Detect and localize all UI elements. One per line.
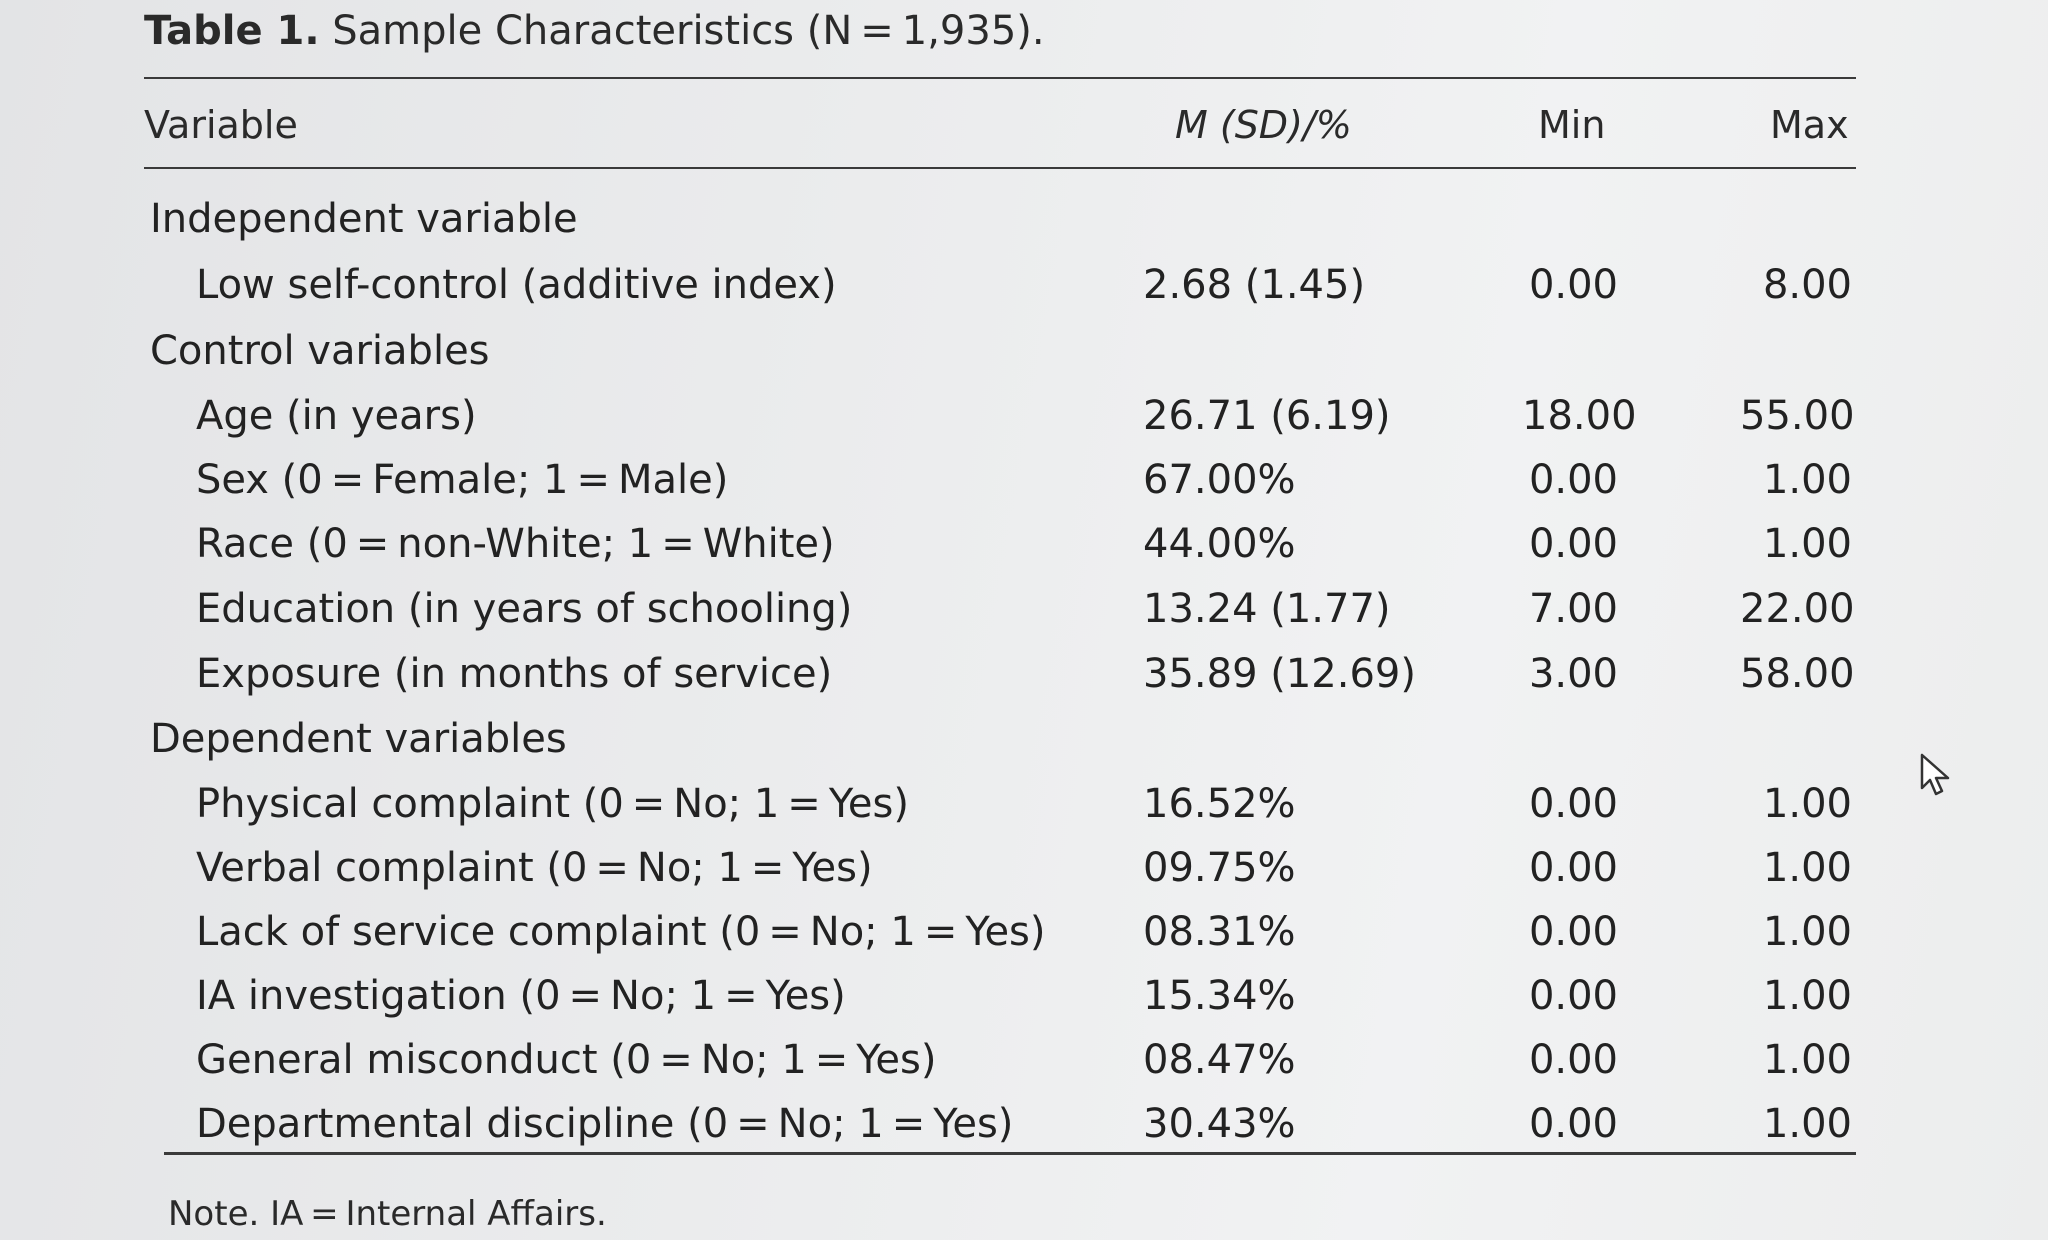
variable-name-cell: General misconduct (0 = No; 1 = Yes) (196, 1037, 937, 1083)
table-caption (144, 8, 1045, 54)
table-header-rule (144, 167, 1856, 169)
arrow-cursor-icon (1918, 752, 1958, 798)
table-row (0, 973, 2048, 1033)
min-cell: 0.00 (1528, 1037, 1618, 1083)
table-caption-label: Table 1. (144, 8, 320, 54)
msd-cell: 67.00% (1143, 457, 1296, 503)
min-cell: 7.00 (1528, 586, 1618, 632)
min-cell: 0.00 (1528, 457, 1618, 503)
variable-name-cell: Education (in years of schooling) (196, 586, 853, 632)
variable-name-cell: Age (in years) (196, 393, 477, 439)
max-cell: 1.00 (1762, 521, 1852, 567)
max-cell: 1.00 (1762, 845, 1852, 891)
min-cell: 0.00 (1528, 973, 1618, 1019)
table-caption-text: Sample Characteristics (N = 1,935). (332, 8, 1045, 54)
table-row (0, 393, 2048, 453)
table-row (0, 909, 2048, 969)
msd-cell: 15.34% (1143, 973, 1296, 1019)
table-row (0, 1037, 2048, 1097)
section-heading: Control variables (150, 328, 490, 374)
variable-name-cell: Sex (0 = Female; 1 = Male) (196, 457, 729, 503)
min-cell: 0.00 (1528, 781, 1618, 827)
min-cell: 0.00 (1528, 909, 1618, 955)
table-row (0, 457, 2048, 517)
table-row (0, 586, 2048, 646)
msd-cell: 08.47% (1143, 1037, 1296, 1083)
min-cell: 0.00 (1528, 521, 1618, 567)
variable-name-cell: Lack of service complaint (0 = No; 1 = Yes) (196, 909, 1046, 955)
msd-cell: 09.75% (1143, 845, 1296, 891)
variable-name-cell: Physical complaint (0 = No; 1 = Yes) (196, 781, 909, 827)
variable-name-cell: Verbal complaint (0 = No; 1 = Yes) (196, 845, 873, 891)
max-cell: 55.00 (1740, 393, 1855, 439)
min-cell: 0.00 (1528, 262, 1618, 308)
variable-name-cell: Exposure (in months of service) (196, 651, 833, 697)
column-header-variable: Variable (144, 103, 298, 147)
max-cell: 1.00 (1762, 909, 1852, 955)
max-cell: 22.00 (1740, 586, 1855, 632)
section-heading: Independent variable (150, 196, 578, 242)
table-row (0, 521, 2048, 581)
msd-cell: 08.31% (1143, 909, 1296, 955)
table-row (0, 262, 2048, 322)
section-row (0, 328, 2048, 388)
table-row (0, 651, 2048, 711)
section-row (0, 196, 2048, 256)
column-header-msd: M (SD)/% (1175, 103, 1352, 147)
section-row (0, 716, 2048, 776)
variable-name-cell: Low self-control (additive index) (196, 262, 837, 308)
table-bottom-rule (164, 1152, 1856, 1155)
msd-cell: 13.24 (1.77) (1143, 586, 1391, 632)
max-cell: 1.00 (1762, 1101, 1852, 1147)
msd-cell: 2.68 (1.45) (1143, 262, 1366, 308)
min-cell: 3.00 (1528, 651, 1618, 697)
section-heading: Dependent variables (150, 716, 567, 762)
max-cell: 58.00 (1740, 651, 1855, 697)
column-header-min: Min (1538, 103, 1606, 147)
msd-cell: 30.43% (1143, 1101, 1296, 1147)
msd-cell: 16.52% (1143, 781, 1296, 827)
max-cell: 8.00 (1762, 262, 1852, 308)
variable-name-cell: Departmental discipline (0 = No; 1 = Yes) (196, 1101, 1014, 1147)
max-cell: 1.00 (1762, 457, 1852, 503)
min-cell: 18.00 (1522, 393, 1637, 439)
msd-cell: 26.71 (6.19) (1143, 393, 1391, 439)
max-cell: 1.00 (1762, 781, 1852, 827)
column-header-max: Max (1770, 103, 1849, 147)
table-row (0, 781, 2048, 841)
max-cell: 1.00 (1762, 973, 1852, 1019)
msd-cell: 44.00% (1143, 521, 1296, 567)
min-cell: 0.00 (1528, 845, 1618, 891)
table-note: Note. IA = Internal Affairs. (168, 1194, 607, 1234)
table-top-rule (144, 77, 1856, 79)
variable-name-cell: Race (0 = non-White; 1 = White) (196, 521, 835, 567)
min-cell: 0.00 (1528, 1101, 1618, 1147)
table-row (0, 845, 2048, 905)
variable-name-cell: IA investigation (0 = No; 1 = Yes) (196, 973, 846, 1019)
msd-cell: 35.89 (12.69) (1143, 651, 1416, 697)
max-cell: 1.00 (1762, 1037, 1852, 1083)
